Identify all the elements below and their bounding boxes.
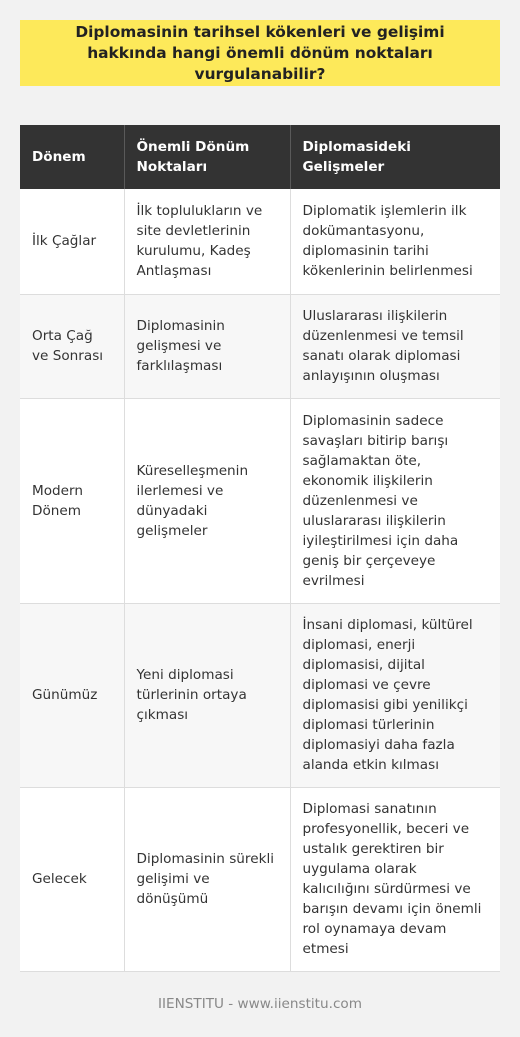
cell-period: Günümüz: [20, 603, 124, 787]
table-row: [20, 787, 500, 971]
title-banner: [20, 20, 500, 86]
table-row: [20, 398, 500, 603]
cell-period: Gelecek: [20, 787, 124, 971]
cell-developments: Diplomasi sanatının profesyonellik, beceri ve ustalık gerektiren bir uygulama olarak kalıcılığını sürdürmesi ve barışın devamı için önemli rol oynamaya devam etmesi: [290, 787, 500, 971]
cell-milestones: Küreselleşmenin ilerlemesi ve dünyadaki gelişmeler: [124, 398, 290, 603]
milestones-table: [20, 125, 500, 972]
header-period: Dönem: [20, 125, 124, 189]
table-row: [20, 294, 500, 398]
cell-period: Orta Çağ ve Sonrası: [20, 294, 124, 398]
cell-period: İlk Çağlar: [20, 189, 124, 294]
cell-milestones: İlk toplulukların ve site devletlerinin kurulumu, Kadeş Antlaşması: [124, 189, 290, 294]
page-title: Diplomasinin tarihsel kökenleri ve gelişimi hakkında hangi önemli dönüm noktaları vurgulanabilir?: [75, 22, 445, 83]
table-header-row: [20, 125, 500, 189]
cell-developments: Diplomasinin sadece savaşları bitirip barışı sağlamaktan öte, ekonomik ilişkilerin düzenlenmesi ve uluslararası ilişkilerin iyileştirilmesi için daha geniş bir çerçeveye evrilmesi: [290, 398, 500, 603]
table-row: [20, 603, 500, 787]
cell-milestones: Yeni diplomasi türlerinin ortaya çıkması: [124, 603, 290, 787]
header-developments: Diplomasideki Gelişmeler: [290, 125, 500, 189]
footer-credit: IIENSTITU - www.iienstitu.com: [158, 996, 362, 1012]
cell-milestones: Diplomasinin sürekli gelişimi ve dönüşümü: [124, 787, 290, 971]
cell-developments: Diplomatik işlemlerin ilk dokümantasyonu, diplomasinin tarihi kökenlerinin belirlenmesi: [290, 189, 500, 294]
cell-developments: Uluslararası ilişkilerin düzenlenmesi ve temsil sanatı olarak diplomasi anlayışının oluşması: [290, 294, 500, 398]
cell-developments: İnsani diplomasi, kültürel diplomasi, enerji diplomasisi, dijital diplomasi ve çevre diplomasisi gibi yenilikçi diplomasi türlerinin diplomasiyi daha fazla alanda etkin kılması: [290, 603, 500, 787]
cell-milestones: Diplomasinin gelişmesi ve farklılaşması: [124, 294, 290, 398]
header-milestones: Önemli Dönüm Noktaları: [124, 125, 290, 189]
cell-period: Modern Dönem: [20, 398, 124, 603]
table-row: [20, 189, 500, 294]
